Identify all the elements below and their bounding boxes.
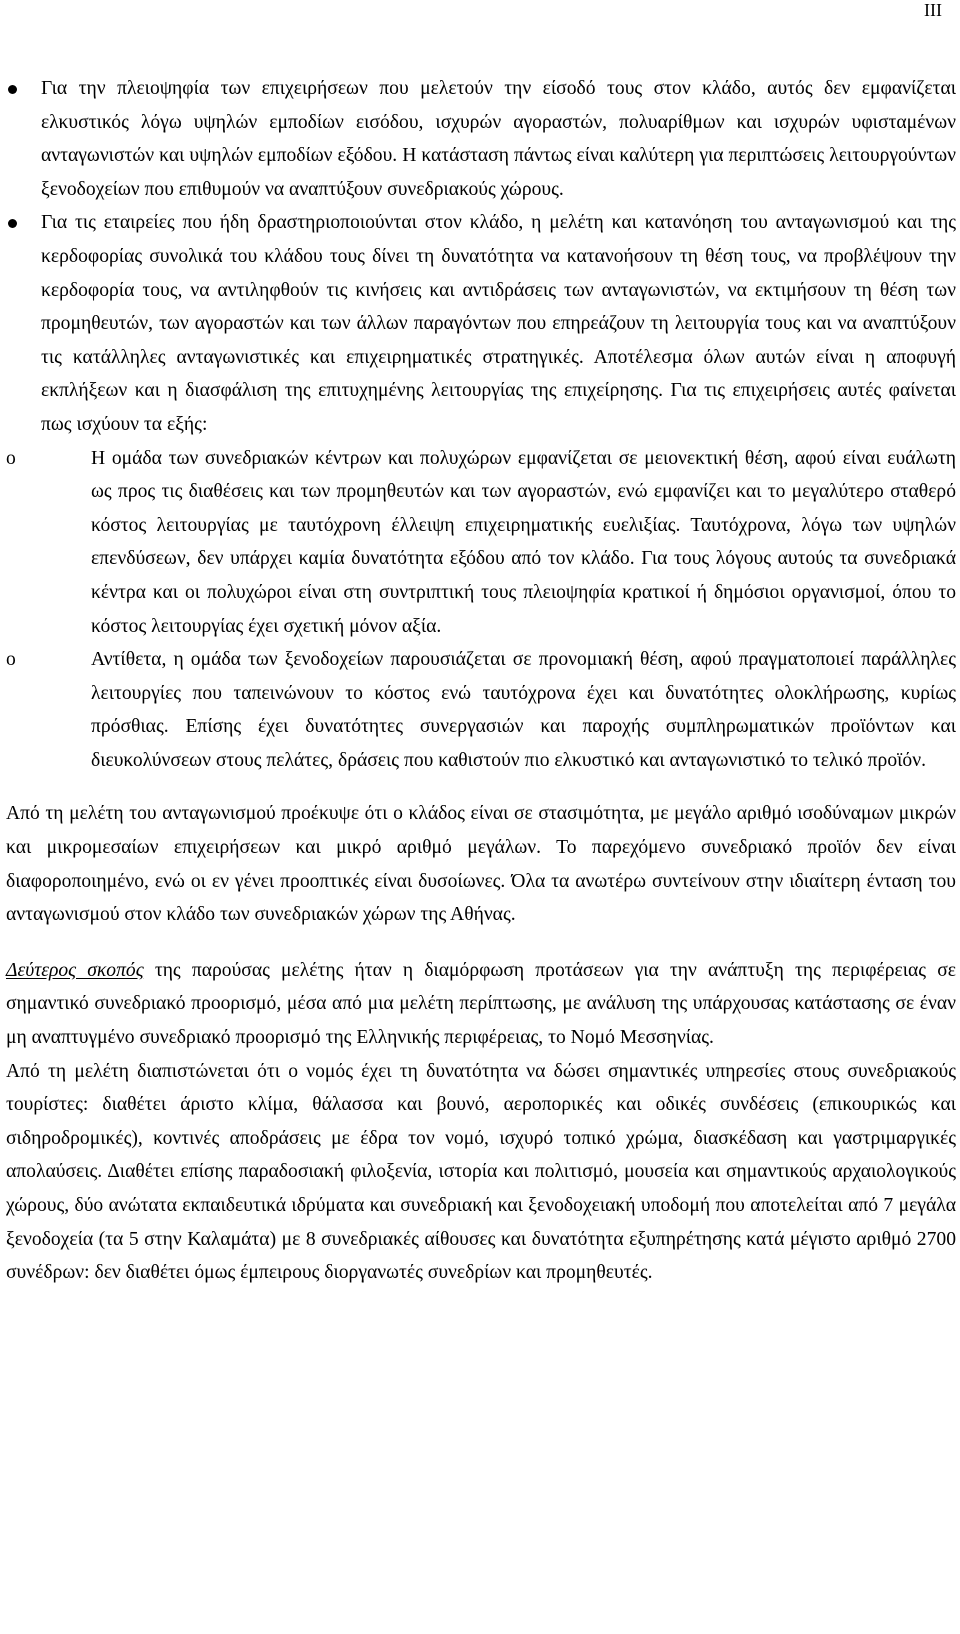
bullet-text: Για την πλειοψηφία των επιχειρήσεων που μελετούν την είσοδό τους στον κλάδο, αυτός δεν εμφανίζεται ελκυστικός λόγω υψηλών εμποδίων εισόδου, ισχυρών αγοραστών, πολυαρίθμων και ισχυρών υφισταμένων ανταγωνιστών και υψηλών εμποδίων εξόδου. Η κατάσταση πάντως είναι καλύτερη για περιπτώσεις λειτουργούντων ξενοδοχείων που επιθυμούν να αναπτύξουν συνεδριακούς χώρους. bbox=[41, 78, 956, 200]
page-number: III bbox=[924, 0, 942, 20]
paragraph-findings: Από τη μελέτη διαπιστώνεται ότι ο νομός έχει τη δυνατότητα να δώσει σημαντικές υπηρεσίες στους συνεδριακούς τουρίστες: διαθέτει άριστο κλίμα, θάλασσα και βουνό, αεροπορικές και οδικές συνδέσεις (επικουρικώς και σιδηροδρομικές), κοντινές αποδράσεις με έδρα τον νομό, ισχυρό τοπικό χρώμα, διασκέδαση και γαστριμαργικές απολαύσεις. Διαθέτει επίσης παραδοσιακή φιλοξενία, ιστορία και πολιτισμό, μουσεία και σημαντικούς αρχαιολογικούς χώρους, δύο ανώτατα εκπαιδευτικά ιδρύματα και συνεδριακή και ξενοδοχειακή υποδομή που αποτελείται από 7 μεγάλα ξενοδοχεία (τα 5 στην Καλαμάτα) με 8 συνεδριακές αίθουσες και δυνατότητα εξυπηρέτησης κατά μέγιστο αριθμό 2700 συνέδρων: δεν διαθέτει όμως έμπειρους διοργανωτές συνεδρίων και προμηθευτές. bbox=[6, 1060, 956, 1284]
circle-bullet-icon bbox=[6, 442, 91, 476]
sub-item-conference-centers bbox=[6, 442, 956, 644]
sub-item-text: Αντίθετα, η ομάδα των ξενοδοχείων παρουσιάζεται σε προνομιακή θέση, αφού πραγματοποιεί παράλληλες λειτουργίες που ταπεινώνουν το κόστος ενώ ταυτόχρονα έχει και δυνατότητες ολοκλήρωσης, κυρίως πρόσθιας. Επίσης έχει δυνατότητες συνεργασιών και παροχής συμπληρωματικών προϊόντων και διευκολύνσεων στους πελάτες, δράσεις που καθιστούν πιο ελκυστικό και ανταγωνιστικό το τελικό προϊόν. bbox=[91, 649, 956, 771]
circle-bullet-icon bbox=[6, 643, 91, 677]
sub-item-hotels bbox=[6, 643, 956, 777]
paragraph-second-aim bbox=[6, 954, 956, 1055]
paragraph-competition: Από τη μελέτη του ανταγωνισμού προέκυψε ότι ο κλάδος είναι σε στασιμότητα, με μεγάλο αριθμό ισοδύναμων μικρών και μικρομεσαίων επιχειρήσεων και μικρό αριθμό μεγάλων. Το παρεχόμενο συνεδριακό προϊόν δεν είναι διαφοροποιημένο, ενώ οι εν γένει προοπτικές είναι δυσοίωνες. Όλα τα ανωτέρω συντείνουν στην ιδιαίτερη ένταση του ανταγωνισμού στον κλάδο των συνεδριακών χώρων της Αθήνας. bbox=[6, 803, 956, 926]
second-aim-lead: Δεύτερος σκοπός bbox=[6, 959, 144, 981]
bullet-text: Για τις εταιρείες που ήδη δραστηριοποιούνται στον κλάδο, η μελέτη και κατανόηση του ανταγωνισμού και της κερδοφορίας συνολικά του κλάδου τους δίνει τη δυνατότητα να κατανοήσουν τη θέση τους, να προβλέψουν την κερδοφορία τους, να αντιληφθούν τις κινήσεις και αντιδράσεις των ανταγωνιστών, να εκτιμήσουν τη θέση των προμηθευτών, των αγοραστών και των άλλων παραγόντων που επηρεάζουν τη λειτουργία τους και να αναπτύξουν τις κατάλληλες ανταγωνιστικές και επιχειρηματικές στρατηγικές. Αποτέλεσμα όλων αυτών είναι η αποφυγή εκπλήξεων και η διασφάλιση της επιτυχημένης λειτουργίας της επιχείρησης. Για τις επιχειρήσεις αυτές φαίνεται πως ισχύουν τα εξής: bbox=[41, 212, 956, 435]
bullet-item-existing-firms bbox=[6, 206, 956, 777]
bullet-item-entry-attractiveness bbox=[6, 72, 956, 206]
bullet-dot-icon bbox=[6, 72, 41, 106]
bullet-dot-icon bbox=[6, 206, 41, 240]
second-aim-text: της παρούσας μελέτης ήταν η διαμόρφωση προτάσεων για την ανάπτυξη της περιφέρειας σε σημαντικό συνεδριακό προορισμό, μέσα από μια μελέτη περίπτωσης, με ανάλυση της υπάρχουσας κατάστασης σε έναν μη αναπτυγμένο συνεδριακό προορισμό της Ελληνικής περιφέρειας, το Νομό Μεσσηνίας. bbox=[6, 959, 956, 1049]
document-body bbox=[6, 72, 956, 1290]
sub-list bbox=[41, 442, 956, 778]
sub-item-text: Η ομάδα των συνεδριακών κέντρων και πολυχώρων εμφανίζεται σε μειονεκτική θέση, αφού είναι ευάλωτη ως προς τις διαθέσεις και των προμηθευτών και των αγοραστών, ενώ εμφανίζει και το μεγαλύτερο σταθερό κόστος λειτουργίας με ταυτόχρονη έλλειψη επιχειρηματικής ευελιξίας. Ταυτόχρονα, λόγω των υψηλών επενδύσεων, δεν υπάρχει καμία δυνατότητα εξόδου από τον κλάδο. Για τους λόγους αυτούς τα συνεδριακά κέντρα και οι πολυχώροι είναι στη συντριπτική τους πλειοψηφία κρατικοί ή δημόσιοι οργανισμοί, όπου το κόστος λειτουργίας έχει σχετική μόνον αξία. bbox=[91, 447, 956, 637]
